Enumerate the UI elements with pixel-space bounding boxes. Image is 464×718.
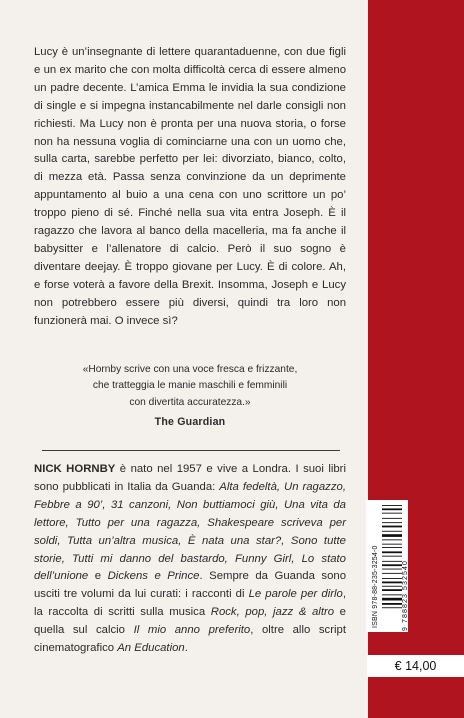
divider bbox=[42, 450, 340, 451]
isbn-label: ISBN 978-88-235-3254-0 bbox=[372, 545, 379, 628]
quote-source: The Guardian bbox=[154, 416, 226, 428]
author-name: NICK HORNBY bbox=[34, 463, 116, 475]
bio-text: , oltre allo script cinematografico bbox=[34, 624, 346, 655]
bio-text: , la raccolta di scritti sulla musica bbox=[34, 588, 346, 619]
bio-text: . bbox=[184, 642, 188, 655]
film-title: An Education bbox=[117, 642, 185, 655]
bio-text: è nato nel 1957 e vive a Londra. I suoi libri sono pubblicati in Italia da Guanda: bbox=[34, 463, 346, 493]
text-column bbox=[34, 44, 346, 658]
book-title: Dickens e Prince bbox=[107, 570, 200, 583]
quote-line: che tratteggia le manie maschili e femminili bbox=[92, 380, 288, 391]
book-title: Le parole per dirlo bbox=[248, 588, 343, 601]
quote-line: «Hornby scrive con una voce fresca e frizzante, bbox=[82, 363, 298, 375]
bio-text: e quella sul calcio bbox=[34, 606, 346, 637]
synopsis: Lucy è un’insegnante di lettere quarantaduenne, con due figli e un ex marito che con molta difficoltà cerca di essere almeno un padre decente. L’amica Emma le invidia la sua condizione di single e si impegna instancabilmente nel darle consigli non richiesti. Ma Lucy non è pronta per una nuova storia, o forse non ha nessuna voglia di cominciarne una con un uomo che, sulla carta, sarebbe perfetto per lei: divorziato, bianco, colto, di mezza età. Passa senza convinzione da un deprimente appuntamento al buio a una cena con uno scrittore un po’ troppo pieno di sé. Finché nella sua vita entra Joseph. È il ragazzo che lavora al banco della macelleria, ma fa anche il babysitter e l’allenatore di calcio. Però il suo sogno è diventare deejay. È troppo giovane per Lucy. È di colore. Ah, e forse voterà a favore della Brexit. Insomma, Joseph e Lucy non potrebbero essere più diversi, quindi tra loro non funzionerà mai. O invece sì? bbox=[34, 46, 346, 327]
barcode-digits: 9 788823 532540 bbox=[402, 560, 409, 631]
book-title: Il mio anno preferito bbox=[133, 624, 251, 637]
book-titles: Alta fedeltà, Un ragazzo, Febbre a 90’, 31 canzoni, Non buttiamoci giù, Una vita da lettore, Tutto per una ragazza, Shakespeare scriveva per soldi, Tutta un’altra musica, È nata una star?, Sono tutte storie, Tutti mi danno del bastardo, Funny Girl, Lo stato dell’unione bbox=[34, 480, 346, 583]
price-tag: € 14,00 bbox=[367, 655, 464, 677]
quote-line: con divertita accuratezza.» bbox=[129, 396, 251, 408]
bio-text: e bbox=[88, 570, 108, 583]
bio-text: . Sempre da Guanda sono usciti tre volumi da lui curati: i racconti di bbox=[34, 570, 346, 601]
book-title: Rock, pop, jazz & altro bbox=[210, 606, 335, 619]
press-quote bbox=[34, 362, 346, 429]
barcode-icon bbox=[382, 504, 402, 628]
author-bio bbox=[34, 461, 346, 658]
